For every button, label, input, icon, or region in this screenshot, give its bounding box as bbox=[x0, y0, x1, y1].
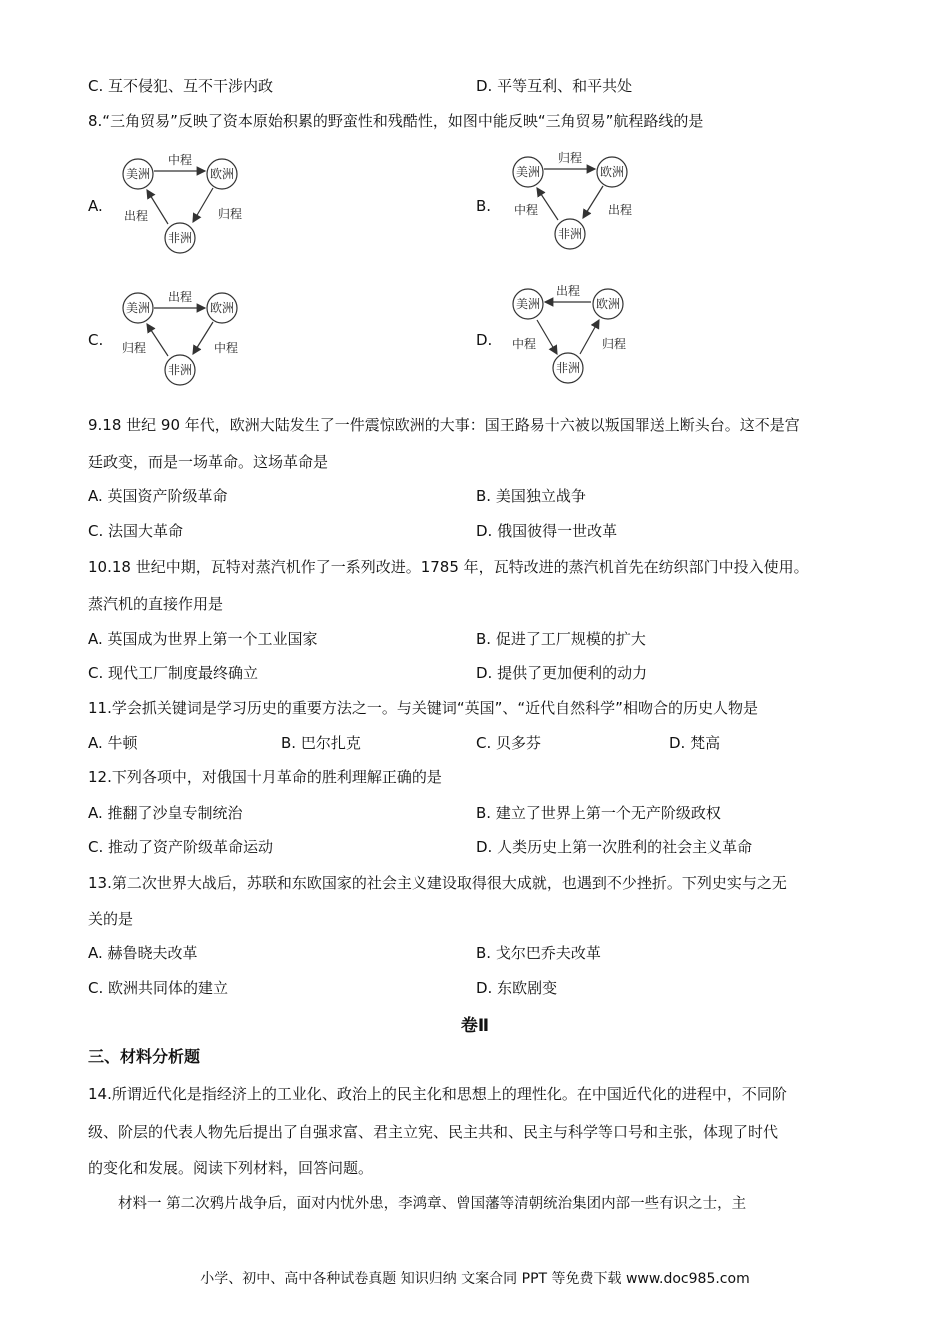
q7-option-d: D. 平等互利、和平共处 bbox=[476, 77, 633, 95]
node-africa: 非洲 bbox=[555, 361, 581, 375]
q7-option-c: C. 互不侵犯、互不干涉内政 bbox=[88, 77, 274, 95]
q12-option-d: D. 人类历史上第一次胜利的社会主义革命 bbox=[476, 838, 753, 856]
edge-top-label: 中程 bbox=[167, 153, 193, 167]
q13-option-d: D. 东欧剧变 bbox=[476, 979, 558, 997]
q14-line1: 14.所谓近代化是指经济上的工业化、政治上的民主化和思想上的理性化。在中国近代化的进程中，不同阶 bbox=[88, 1085, 787, 1103]
node-africa: 非洲 bbox=[167, 231, 193, 245]
q11-option-b: B. 巴尔扎克 bbox=[281, 734, 361, 752]
q8-diagram-d bbox=[502, 280, 672, 390]
q9-option-d: D. 俄国彼得一世改革 bbox=[476, 522, 618, 540]
q13-option-a: A. 赫鲁晓夫改革 bbox=[88, 944, 198, 962]
q10-stem-line2: 蒸汽机的直接作用是 bbox=[88, 595, 224, 613]
q8-option-a-letter: A. bbox=[88, 197, 103, 215]
q8-option-c-letter: C. bbox=[88, 331, 104, 349]
q8-diagram-b bbox=[502, 150, 672, 260]
q9-option-c: C. 法国大革命 bbox=[88, 522, 184, 540]
q11-stem: 11.学会抓关键词是学习历史的重要方法之一。与关键词“英国”、“近代自然科学”相吻合的历史人物是 bbox=[88, 699, 758, 717]
q9-option-a: A. 英国资产阶级革命 bbox=[88, 487, 228, 505]
page-footer: 小学、初中、高中各种试卷真题 知识归纳 文案合同 PPT 等免费下载 www.doc985.com bbox=[200, 1271, 750, 1287]
q10-option-a: A. 英国成为世界上第一个工业国家 bbox=[88, 630, 318, 648]
edge-left-label: 中程 bbox=[511, 337, 537, 351]
node-africa: 非洲 bbox=[557, 227, 583, 241]
q9-stem-line1: 9.18 世纪 90 年代，欧洲大陆发生了一件震惊欧洲的大事：国王路易十六被以叛国罪送上断头台。这不是宫 bbox=[88, 416, 800, 434]
node-africa: 非洲 bbox=[167, 363, 193, 377]
node-europe: 欧洲 bbox=[599, 165, 625, 179]
q12-option-b: B. 建立了世界上第一个无产阶级政权 bbox=[476, 804, 721, 822]
edge-left-label: 归程 bbox=[121, 341, 147, 355]
q10-option-b: B. 促进了工厂规模的扩大 bbox=[476, 630, 646, 648]
section-title: 三、材料分析题 bbox=[88, 1047, 201, 1066]
q14-material1: 材料一 第二次鸦片战争后，面对内忧外患，李鸿章、曾国藩等清朝统治集团内部一些有识之士，主 bbox=[118, 1196, 747, 1212]
q13-stem-line1: 13.第二次世界大战后，苏联和东欧国家的社会主义建设取得很大成就，也遇到不少挫折。下列史实与之无 bbox=[88, 874, 787, 892]
edge-right-label: 出程 bbox=[607, 203, 633, 217]
q13-stem-line2: 关的是 bbox=[88, 910, 134, 928]
q8-diagram-c bbox=[112, 284, 282, 394]
node-europe: 欧洲 bbox=[209, 167, 235, 181]
node-america: 美洲 bbox=[515, 165, 541, 179]
q10-stem-line1: 10.18 世纪中期，瓦特对蒸汽机作了一系列改进。1785 年，瓦特改进的蒸汽机首先在纺织部门中投入使用。 bbox=[88, 558, 809, 576]
q9-stem-line2: 廷政变，而是一场革命。这场革命是 bbox=[88, 453, 329, 471]
q11-option-d: D. 梵高 bbox=[669, 734, 721, 752]
q12-option-a: A. 推翻了沙皇专制统治 bbox=[88, 804, 243, 822]
edge-right-label: 中程 bbox=[213, 341, 239, 355]
q12-option-c: C. 推动了资产阶级革命运动 bbox=[88, 838, 274, 856]
edge-right-label: 归程 bbox=[217, 207, 243, 221]
q10-option-c: C. 现代工厂制度最终确立 bbox=[88, 664, 259, 682]
edge-left-label: 中程 bbox=[513, 203, 539, 217]
edge-top-label: 出程 bbox=[167, 290, 193, 304]
q12-stem: 12.下列各项中，对俄国十月革命的胜利理解正确的是 bbox=[88, 768, 442, 786]
q8-diagram-a bbox=[112, 150, 282, 260]
edge-left-label: 出程 bbox=[123, 209, 149, 223]
q9-option-b: B. 美国独立战争 bbox=[476, 487, 586, 505]
volume-title: 卷Ⅱ bbox=[460, 1016, 490, 1036]
node-america: 美洲 bbox=[515, 297, 541, 311]
q11-option-c: C. 贝多芬 bbox=[476, 734, 542, 752]
q8-stem: 8.“三角贸易”反映了资本原始积累的野蛮性和残酷性，如图中能反映“三角贸易”航程路线的是 bbox=[88, 112, 704, 130]
node-america: 美洲 bbox=[125, 167, 151, 181]
edge-right-label: 归程 bbox=[601, 337, 627, 351]
q13-option-c: C. 欧洲共同体的建立 bbox=[88, 979, 229, 997]
q10-option-d: D. 提供了更加便利的动力 bbox=[476, 664, 648, 682]
q14-line2: 级、阶层的代表人物先后提出了自强求富、君主立宪、民主共和、民主与科学等口号和主张，体现了时代 bbox=[88, 1123, 779, 1141]
node-europe: 欧洲 bbox=[209, 301, 235, 315]
edge-top-label: 归程 bbox=[557, 151, 583, 165]
q8-option-d-letter: D. bbox=[476, 331, 493, 349]
q11-option-a: A. 牛顿 bbox=[88, 734, 138, 752]
edge-top-label: 出程 bbox=[555, 284, 581, 298]
node-america: 美洲 bbox=[125, 301, 151, 315]
q14-line3: 的变化和发展。阅读下列材料，回答问题。 bbox=[88, 1159, 374, 1177]
node-europe: 欧洲 bbox=[595, 297, 621, 311]
q13-option-b: B. 戈尔巴乔夫改革 bbox=[476, 944, 601, 962]
q8-option-b-letter: B. bbox=[476, 197, 492, 215]
